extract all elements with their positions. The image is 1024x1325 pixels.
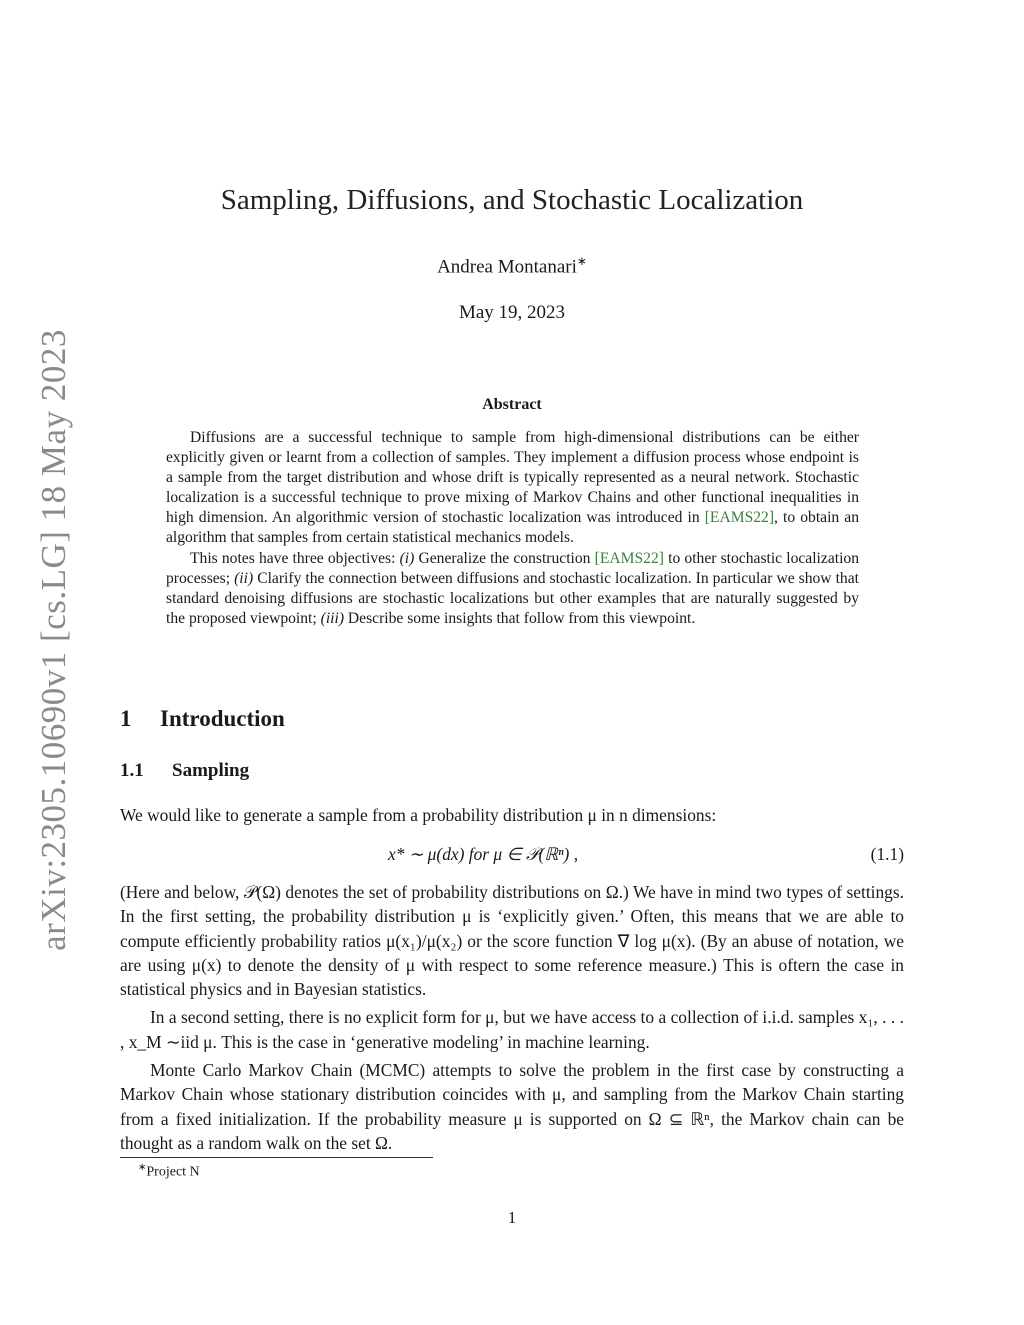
paragraph-4: Monte Carlo Markov Chain (MCMC) attempts to solve the problem in the first case by constructing a Markov Chain whose stationary distribution coincides with μ, and sampling from the Markov Chain starting from a fixed initialization. If the probability measure μ is supported on Ω ⊆ ℝⁿ, the Markov chain can be thought as a random walk on the set Ω. [120, 1060, 904, 1153]
subsection-heading [120, 760, 249, 782]
footnote-rule [120, 1157, 433, 1158]
abstract-heading: Abstract [482, 396, 542, 413]
author-name: Andrea Montanari [437, 256, 577, 278]
equation-number: (1.1) [870, 844, 904, 864]
subsection-number: 1.1 [120, 760, 144, 781]
paragraph-1: We would like to generate a sample from a probability distribution μ in n dimensions: [120, 805, 717, 825]
section-number: 1 [120, 706, 132, 731]
abstract-body [166, 428, 859, 629]
author-footnote-mark: ∗ [576, 254, 587, 268]
enum-marker: (ii) [234, 569, 254, 587]
paragraph-2: (Here and below, 𝒫(Ω) denotes the set of probability distributions on Ω.) We have in mind two types of settings. In the first setting, the probability distribution μ is ‘explicitly given.’ Often, this means that we are able to compute efficiently probability ratios μ(x₁)/μ(x₂) or the score function ∇ log μ(x). (By an abuse of notation, we are using μ(x) to denote the density of μ with respect to some reference measure.) This is oftern the case in statistical physics and in Bayesian statistics. [120, 882, 904, 1000]
equation-body: x* ∼ μ(dx) for μ ∈ 𝒫(ℝⁿ) , [388, 844, 579, 864]
section-heading [120, 706, 285, 732]
footnote-text: Project N [146, 1164, 200, 1180]
abstract-text: Describe some insights that follow from this viewpoint. [344, 609, 696, 627]
body-paragraphs [120, 880, 904, 1155]
citation-link[interactable]: [EAMS22] [594, 549, 664, 567]
paper-date: May 19, 2023 [458, 302, 566, 323]
intro-paragraph [120, 803, 904, 827]
arxiv-identifier-stamp: arXiv:2305.10690v1 [cs.LG] 18 May 2023 [34, 329, 73, 951]
abstract-text: Clarify the connection between diffusions and stochastic localization. In particular we show that standard denoising diffusions are stochastic localizations but other examples that are naturally suggested by the proposed viewpoint; [166, 569, 859, 627]
paper-title: Sampling, Diffusions, and Stochastic Localization [220, 184, 804, 216]
abstract-text: Diffusions are a successful technique to sample from high-dimensional distributions can be either explicitly given or learnt from a collection of samples. They implement a diffusion process whose endpoint is a sample from the target distribution and whose drift is typically represented as a neural network. Stochastic localization is a successful technique to prove mixing of Markov Chains and other functional inequalities in high dimension. An algorithmic version of stochastic localization was introduced in [166, 429, 859, 527]
enum-marker: (iii) [320, 609, 345, 627]
footnote-mark: ∗ [138, 1162, 147, 1173]
citation-link[interactable]: [EAMS22] [704, 509, 775, 527]
abstract-text: This notes have three objectives: [190, 549, 400, 567]
author-line [0, 254, 1024, 278]
abstract-text: , to obtain an algorithm that samples from certain statistical mechanics models. [166, 509, 860, 547]
abstract-text: to other stochastic localization processes; [166, 549, 859, 587]
abstract-paragraph-2 [166, 549, 859, 629]
subsection-title: Sampling [172, 760, 250, 781]
enum-marker: (i) [399, 549, 415, 567]
footnote [138, 1162, 200, 1181]
paragraph-3: In a second setting, there is no explicit form for μ, but we have access to a collection of i.i.d. samples x₁, . . . , x_M ∼iid μ. This is the case in ‘generative modeling’ in machine learning. [120, 1007, 904, 1052]
abstract-paragraph-1 [166, 428, 859, 549]
section-title: Introduction [160, 706, 285, 731]
abstract-text: Generalize the construction [414, 549, 595, 567]
page-number: 1 [507, 1208, 517, 1227]
